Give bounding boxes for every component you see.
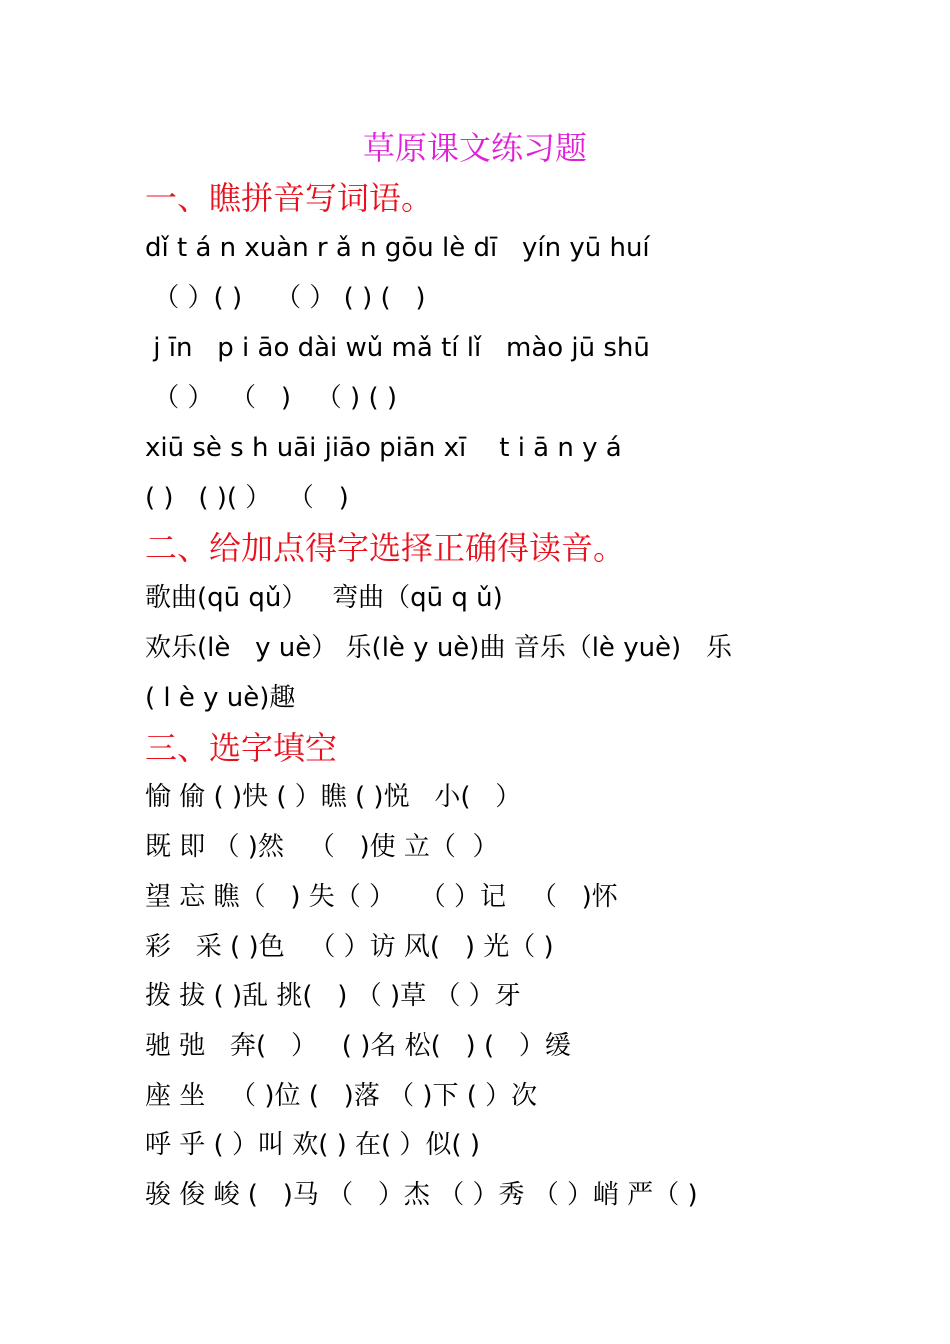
pinyin-line-3: xiū sè s h uāi jiāo piān xī t i ā n y á bbox=[145, 433, 622, 463]
reading-line-1: 歌曲(qū qǔ） 弯曲（qū q ǔ) bbox=[145, 583, 503, 613]
section-3-heading: 三、选字填空 bbox=[145, 729, 338, 767]
fill-line-9: 骏 俊 峻 ( )马 （ ）杰 （ ）秀 （ ）峭 严（ ) bbox=[145, 1180, 698, 1210]
fill-line-1: 愉 偷 ( )快 ( ）瞧 ( )悦 小( ） bbox=[145, 782, 522, 812]
answer-line-3: ( ) ( )( ） （ ) bbox=[145, 483, 349, 513]
answer-line-2: （ ） （ ) （ ) ( ) bbox=[145, 383, 398, 413]
fill-line-3: 望 忘 瞧（ ) 失（ ） （ ）记 （ )怀 bbox=[145, 882, 618, 912]
fill-line-5: 拨 拔 ( )乱 挑( ) （ )草 （ ）牙 bbox=[145, 981, 521, 1011]
pinyin-line-1: dǐ t á n xuàn r ǎ n gōu lè dī yín yū huí bbox=[145, 233, 650, 263]
page-title: 草原课文练习题 bbox=[362, 129, 587, 167]
answer-line-1: （ ）( ) （ ） ( ) ( ) bbox=[145, 283, 426, 313]
section-2-heading: 二、给加点得字选择正确得读音。 bbox=[145, 529, 626, 567]
fill-line-8: 呼 乎 ( ）叫 欢( ) 在( ）似( ) bbox=[145, 1130, 480, 1160]
fill-line-4: 彩 采 ( )色 （ ）访 风( ) 光（ ) bbox=[145, 932, 554, 962]
reading-line-2: 欢乐(lè y uè） 乐(lè y uè)曲 音乐（lè yuè) 乐 bbox=[145, 633, 732, 663]
pinyin-line-2: j īn p i āo dài wǔ mǎ tí lǐ mào jū shū bbox=[145, 333, 650, 363]
fill-line-7: 座 坐 （ )位 ( )落 （ )下 ( ）次 bbox=[145, 1081, 538, 1111]
reading-line-3: ( l è y uè)趣 bbox=[145, 683, 296, 713]
fill-line-2: 既 即 （ )然 （ )使 立（ ） bbox=[145, 832, 499, 862]
section-1-heading: 一、瞧拼音写词语。 bbox=[145, 179, 434, 217]
fill-line-6: 驰 弛 奔( ） ( )名 松( ) ( ）缓 bbox=[145, 1031, 571, 1061]
